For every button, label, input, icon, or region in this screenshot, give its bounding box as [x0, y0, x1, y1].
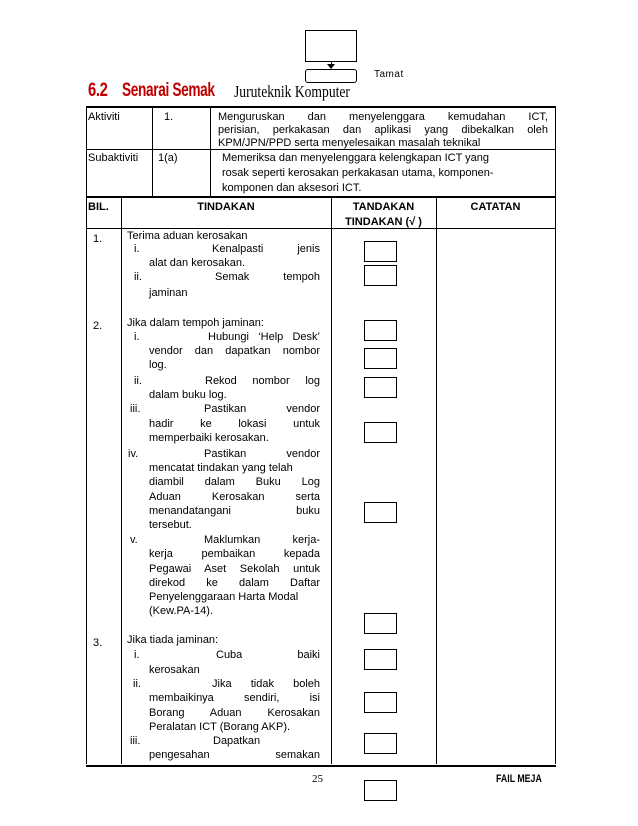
- subaktiviti-line: rosak seperti kerosakan perkakasan utama, komponen-: [222, 167, 494, 179]
- aktiviti-line: Menguruskan dan menyelenggara kemudahan ICT,: [218, 111, 548, 123]
- row-number: 2.: [93, 320, 103, 332]
- item-numeral: v.: [130, 534, 138, 546]
- row-number: 1.: [93, 233, 103, 245]
- item-line: dalam buku log.: [149, 389, 227, 401]
- item-numeral: ii.: [133, 678, 141, 690]
- checkbox[interactable]: [364, 320, 397, 341]
- item-line: alat dan kerosakan.: [149, 257, 246, 269]
- item-numeral: i.: [134, 331, 140, 343]
- subaktiviti-number: 1(a): [158, 152, 178, 164]
- item-line: pengesahan semakan: [149, 749, 320, 761]
- item-line: kerja pembaikan kepada: [149, 548, 320, 560]
- section-subtitle: Juruteknik Komputer: [234, 82, 350, 101]
- item-line: Borang Aduan Kerosakan: [149, 707, 320, 719]
- aktiviti-number: 1.: [164, 111, 174, 123]
- item-numeral: iii.: [130, 735, 141, 747]
- item-numeral: i.: [134, 243, 140, 255]
- item-line: direkod ke dalam Daftar: [149, 577, 320, 589]
- item-line: Hubungi ‘Help Desk’: [208, 331, 320, 343]
- aktiviti-label: Aktiviti: [88, 111, 120, 123]
- item-numeral: ii.: [134, 375, 142, 387]
- row-intro: Jika dalam tempoh jaminan:: [127, 317, 264, 329]
- header-catatan: CATATAN: [470, 201, 521, 213]
- item-line: vendor dan dapatkan nombor: [149, 345, 320, 357]
- flowchart-end-label: Tamat: [374, 69, 404, 80]
- item-line: hadir ke lokasi untuk: [149, 418, 320, 430]
- section-number: 6.2: [88, 80, 108, 101]
- checkbox[interactable]: [364, 733, 397, 754]
- checkbox[interactable]: [364, 377, 397, 398]
- subaktiviti-line: komponen dan aksesori ICT.: [222, 182, 362, 194]
- item-line: Pegawai Aset Sekolah untuk: [149, 563, 320, 575]
- item-line: membaikinya sendiri, isi: [149, 692, 320, 704]
- item-numeral: iii.: [130, 403, 141, 415]
- header-tandakan: TANDAKAN: [352, 201, 415, 213]
- item-line: Cuba baiki: [216, 649, 320, 661]
- checkbox[interactable]: [364, 422, 397, 443]
- header-bil: BIL.: [88, 201, 109, 213]
- item-line: Semak tempoh: [215, 271, 320, 283]
- checkbox[interactable]: [364, 692, 397, 713]
- row-number: 3.: [93, 637, 103, 649]
- row-intro: Terima aduan kerosakan: [127, 230, 248, 242]
- table-top-border: [86, 106, 556, 108]
- item-line: Jika tidak boleh: [212, 678, 320, 690]
- aktiviti-line: KPM/JPN/PPD serta menyelesaikan masalah teknikal: [218, 137, 481, 149]
- item-line: Peralatan ICT (Borang AKP).: [149, 721, 291, 733]
- item-numeral: ii.: [134, 271, 142, 283]
- checkbox[interactable]: [364, 649, 397, 670]
- item-line: Aduan Kerosakan serta: [149, 491, 320, 503]
- footer-label: FAIL MEJA: [496, 773, 542, 785]
- item-line: Penyelenggaraan Harta Modal: [149, 591, 299, 603]
- item-line: diambil dalam Buku Log: [149, 476, 320, 488]
- page-number: 25: [312, 773, 323, 785]
- checkbox[interactable]: [364, 348, 397, 369]
- item-line: Kenalpasti jenis: [212, 243, 320, 255]
- header-tindakan: TINDAKAN: [197, 201, 255, 213]
- row-intro: Jika tiada jaminan:: [127, 634, 219, 646]
- item-line: jaminan: [149, 287, 188, 299]
- item-line: Pastikan vendor: [204, 403, 320, 415]
- aktiviti-line: perisian, perkakasan dan aplikasi yang dibekalkan oleh: [218, 124, 548, 136]
- checkbox[interactable]: [364, 241, 397, 262]
- item-numeral: i.: [134, 649, 140, 661]
- item-line: tersebut.: [149, 519, 192, 531]
- header-tandakan-tindakan: TINDAKAN (√ ): [345, 216, 422, 228]
- footer-rule: [86, 765, 556, 767]
- item-line: Maklumkan kerja-: [204, 534, 320, 546]
- item-numeral: iv.: [128, 448, 139, 460]
- flowchart-terminator: [305, 69, 357, 83]
- item-line: Pastikan vendor: [204, 448, 320, 460]
- item-line: menandatangani buku: [149, 505, 320, 517]
- item-line: mencatat tindakan yang telah: [149, 462, 293, 474]
- subaktiviti-line: Memeriksa dan menyelenggara kelengkapan ICT yang: [222, 152, 490, 164]
- checkbox[interactable]: [364, 265, 397, 286]
- section-title: Senarai Semak: [122, 80, 215, 101]
- checkbox[interactable]: [364, 502, 397, 523]
- item-line: log.: [149, 359, 167, 371]
- item-line: kerosakan: [149, 664, 200, 676]
- item-line: memperbaiki kerosakan.: [149, 432, 269, 444]
- item-line: Dapatkan: [213, 735, 261, 747]
- flowchart-process-box: [305, 30, 357, 62]
- checkbox[interactable]: [364, 780, 397, 801]
- item-line: Rekod nombor log: [205, 375, 320, 387]
- subaktiviti-label: Subaktiviti: [88, 152, 139, 164]
- checkbox[interactable]: [364, 613, 397, 634]
- item-line: (Kew.PA-14).: [149, 605, 213, 617]
